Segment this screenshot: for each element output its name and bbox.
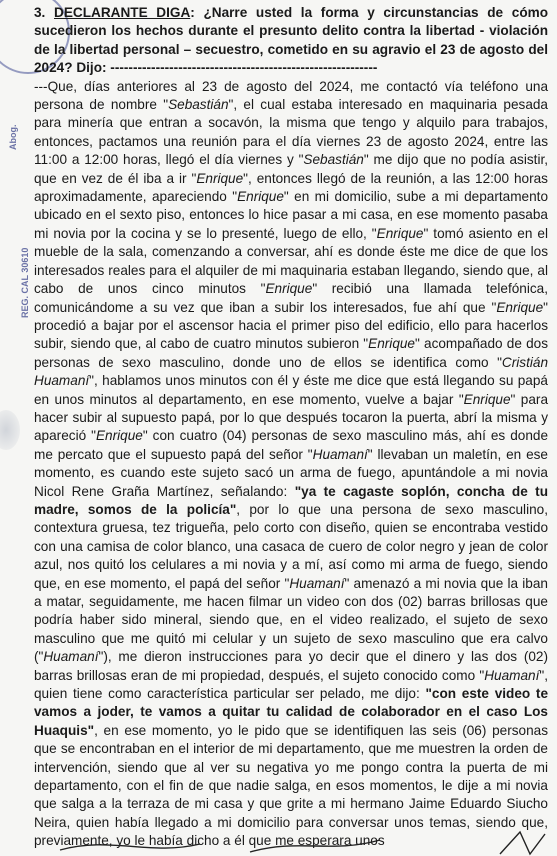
question-paragraph bbox=[34, 4, 548, 78]
signatures-strip bbox=[0, 826, 557, 856]
signature-stroke-1 bbox=[60, 844, 200, 850]
stamp-text-bottom: REG. CAL 30610 bbox=[20, 247, 30, 318]
ink-blot bbox=[0, 410, 20, 450]
declaration-body bbox=[34, 4, 548, 851]
item-number: 3. bbox=[34, 5, 46, 20]
signature-stroke-3 bbox=[500, 832, 545, 854]
stamp-text-top: Abog. bbox=[8, 124, 18, 150]
answer-paragraph: ---Que, días anteriores al 23 de agosto del 2024, me contactó vía teléfono una persona de nombre "Sebastián", el cual estaba interesado en maquinaria pesada para minería que entran a socavón, la misma que tengo y alquilo para trabajos, entonces, pactamos una reunión para el día viernes 23 de agosto 2024, entre las 11:00 a 12:00 horas, llegó el día viernes y "Sebastián" me dijo que no podía asistir, que en vez de él iba a ir "Enrique", entonces llegó de la reunión, a las 12:00 horas aproximadamente, apareciendo "Enrique" en mi domicilio, sube a mi departamento ubicado en el sexto piso, entonces lo hice pasar a mi casa, en ese momento pasaba mi novia por la cocina y se lo presenté, luego de ello, "Enrique" tomó asiento en el mueble de la sala, comenzando a conversar, ahí es donde éste me dice de que los interesados reales para el alquiler de mi maquinaria estaban llegando, siendo que, al cabo de unos cinco minutos "Enrique" recibió una llamada telefónica, comunicándome a su vez que iban a subir los interesados, fue ahí que "Enrique" procedió a bajar por el ascensor hacia el primer piso del edificio, ello para hacerlos subir, siendo que, al cabo de cuatro minutos subieron "Enrique" acompañado de dos personas de sexo masculino, donde uno de ellos se identifica como "Cristián Huamaní", hablamos unos minutos con él y éste me dice que está llegando su papá en unos minutos al departamento, en ese momento, vuelve a bajar "Enrique" para hacer subir al supuesto papá, por lo que después tocaron la puerta, abrí la misma y apareció "Enrique" con cuatro (04) personas de sexo masculino más, ahí es donde me percato que el supuesto papá del señor "Huamaní" llevaban un maletín, en ese momento, es cuando este sujeto sacó un arma de fuego, apuntándole a mi novia Nicol Rene Graña Martínez, señalando: "ya te cagaste soplón, concha de tu madre, somos de la policía", por lo que una persona de sexo masculino, contextura gruesa, tez trigueña, pelo corto con diseño, quien se encontraba vestido con una camisa de color blanco, una casaca de cuero de color negro y jean de color azul, nos quitó los celulares a mi novia y a mí, así como mi arma de fuego, siendo que, en ese momento, el papá del señor "Huamaní" amenazó a mi novia que la iban a matar, seguidamente, me hacen filmar un video con dos (02) barras brillosas que podría haber sido mineral, siendo que, en el video realizado, el sujeto de sexo masculino que me quitó mi celular y un sujeto de sexo masculino que era calvo ("Huamaní"), me dieron instrucciones para yo decir que el dinero y las dos (02) barras brillosas eran de mi propiedad, después, el sujeto conocido como "Huamaní", quien tiene como característica particular ser pelado, me dijo: "con este video te vamos a joder, te vamos a quitar tu calidad de colaborador en el caso Los Huaquis", en ese momento, yo le pido que se identifiquen las seis (06) personas que se encontraban en el interior de mi departamento, que me muestren la orden de intervención, siendo que al ver su negativa yo me pongo contra la puerta de mi departamento, con el fin de que nadie salga, en esos momentos, le dije a mi novia que salga a la terraza de mi casa y que grite a mi hermano Jaime Eduardo Siucho Neira, quien había llegado a mi domicilio para conversar unos temas, siendo que, previamente, yo le había dicho a él que me esperara unos bbox=[34, 78, 549, 849]
question-text: : ¿Narre usted la forma y circunstancias de cómo sucedieron los hechos durante el presunto delito contra la libertad - violación de la libertad personal – secuestro, cometido en su agravio el 23 de agosto del 2024? bbox=[34, 5, 549, 76]
declarant-label: DECLARANTE DIGA bbox=[54, 5, 191, 20]
dijo-label: Dijo: ----------------------------------------------------------- bbox=[76, 60, 378, 76]
signature-stroke-2 bbox=[250, 840, 380, 852]
